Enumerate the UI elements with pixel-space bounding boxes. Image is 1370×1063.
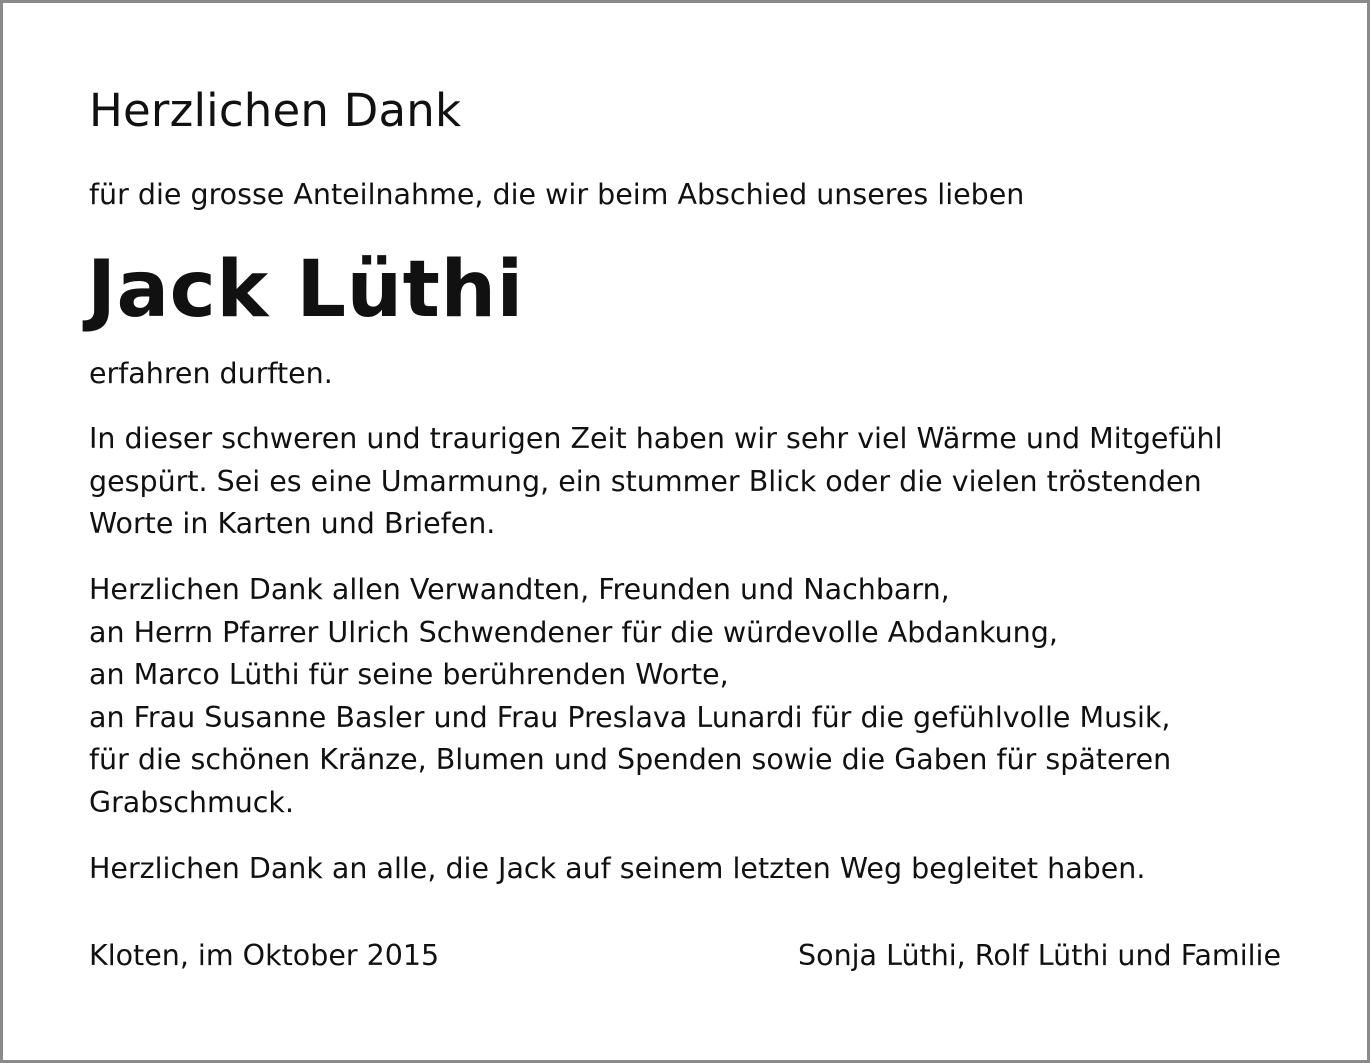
after-name-text: erfahren durften. xyxy=(89,357,333,390)
paragraph-line: Worte in Karten und Briefen. xyxy=(89,507,496,540)
paragraph-line: gespürt. Sei es eine Umarmung, ein stummer Blick oder die vielen tröstenden xyxy=(89,464,1202,498)
paragraph-line: an Herrn Pfarrer Ulrich Schwendener für die würdevolle Abdankung, xyxy=(89,615,1058,649)
intro-text: für die grosse Anteilnahme, die wir beim Abschied unseres lieben xyxy=(89,178,1025,211)
family-signature: Sonja Lüthi, Rolf Lüthi und Familie xyxy=(798,939,1281,972)
paragraph-line: an Marco Lüthi für seine berührenden Worte, xyxy=(89,658,729,691)
deceased-name: Jack Lüthi xyxy=(87,245,524,335)
place-date: Kloten, im Oktober 2015 xyxy=(89,939,440,972)
paragraph-line: an Frau Susanne Basler und Frau Preslava Lunardi für die gefühlvolle Musik, xyxy=(89,700,1171,734)
paragraph-line: Grabschmuck. xyxy=(89,785,294,819)
notice-heading: Herzlichen Dank xyxy=(89,84,462,137)
paragraph-line: für die schönen Kränze, Blumen und Spenden sowie die Gaben für späteren xyxy=(89,743,1172,776)
paragraph-closing: Herzlichen Dank an alle, die Jack auf seinem letzten Weg begleitet haben. xyxy=(89,852,1146,885)
paragraph-acknowledgements xyxy=(89,569,1171,824)
paragraph-line: In dieser schweren und traurigen Zeit haben wir sehr viel Wärme und Mitgefühl xyxy=(89,422,1223,455)
paragraph-warmth xyxy=(89,418,1223,546)
paragraph-line: Herzlichen Dank allen Verwandten, Freunden und Nachbarn, xyxy=(89,573,950,606)
